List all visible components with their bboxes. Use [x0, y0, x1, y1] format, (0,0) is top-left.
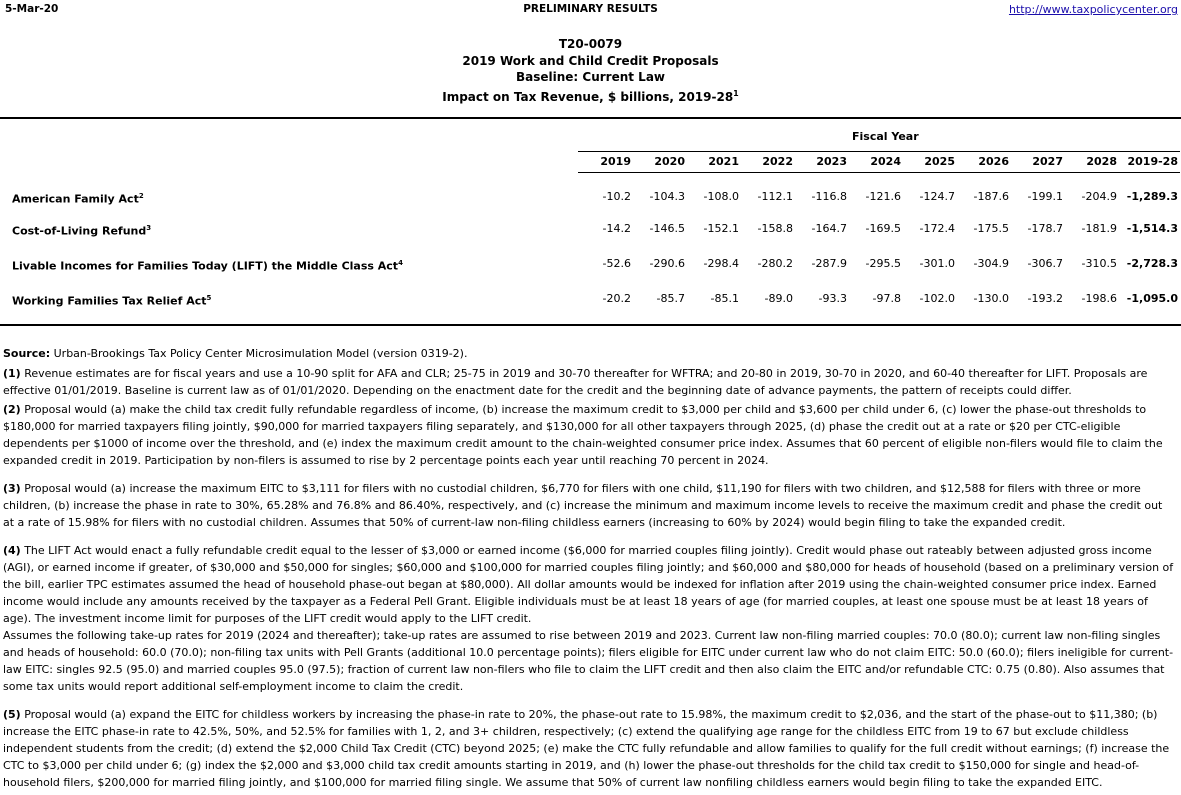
- table-cell: -10.2: [602, 190, 631, 203]
- impact-label: Impact on Tax Revenue, $ billions, $2019-28^1$: [442, 88, 739, 104]
- table-cell: -108.0: [703, 190, 739, 203]
- table-cell: -298.4: [703, 257, 739, 270]
- column-header-2027: 2027: [1032, 155, 1063, 168]
- row-footnote-ref: 3: [146, 224, 152, 232]
- baseline-label: Baseline: Current Law: [515, 70, 666, 84]
- table-cell: -121.6: [865, 190, 901, 203]
- table-cell: -116.8: [811, 190, 847, 203]
- table-id: T20-0079: [558, 37, 623, 51]
- tpc-website-link[interactable]: http://www.taxpolicycenter.org: [1008, 3, 1178, 16]
- title-block: [0, 36, 1181, 105]
- column-header-2019: 2019: [600, 155, 631, 168]
- footnote-3: (3) Proposal would (a) increase the maximum EITC to $3,111 for filers with no custodial children, $6,770 for filers with one child, $11,190 for filers with two children, and $12,588 for filers with three or more children, (b) increase the phase in rate to 30%, 65.28% and 76.8% and 86.40%, respectively, and (c) increase the minimum and maximum income levels to receive the maximum credit and phase the credit out at a rate of 15.98% for filers with no custodial children. Assumes that 50% of current-law non-filing childless earners (increasing to 60% by 2024) would begin filing to take the expanded credit.: [3, 482, 1163, 529]
- table-cell: -52.6: [602, 257, 631, 270]
- impact-footnote-ref: 1: [733, 88, 739, 98]
- table-cell: -178.7: [1027, 222, 1063, 235]
- column-header-rule: [578, 172, 1180, 173]
- title-divider: [0, 117, 1181, 119]
- footnote-1: (1) Revenue estimates are for fiscal years and use a 10-90 split for AFA and CLR; 25-75 in 2019 and 30-70 thereafter for WFTRA; and 20-80 in 2019, 30-70 in 2020, and 60-40 thereafter for LIFT. Proposals are effective 01/01/2019. Baseline is current law as of 01/01/2020. Depending on the enactment date for the credit and the beginning date of advance payments, the pattern of receipts could differ.: [3, 367, 1148, 397]
- table-cell-total: -1,095.0: [1126, 292, 1178, 305]
- table-cell: -290.6: [649, 257, 685, 270]
- source-note: Source: Urban-Brookings Tax Policy Center Microsimulation Model (version 0319-2).: [3, 347, 468, 360]
- column-header-2020: 2020: [654, 155, 685, 168]
- footnote-4: (4) The LIFT Act would enact a fully refundable credit equal to the lesser of $3,000 or earned income ($6,000 for married couples filing jointly). Credit would phase out rateably between adjusted gross income (AGI), or earned income if greater, of $30,000 and $50,000 for singles; $60,000 and $100,000 for married couples filing jointly; and $60,000 and $80,000 for heads of household (based on a preliminary version of the bill, earlier TPC estimates assumed the head of household phase-out began at $80,000). All dollar amounts would be indexed for inflation after 2019 using the chain-weighted consumer price index. Earned income would include any amounts received by the taxpayer as a Federal Pell Grant. Eligible individuals must be at least 18 years of age (for married couples, at least one spouse must be at least 18 years of age). The investment income limit for purposes of the LIFT credit would apply to the LIFT credit.: [3, 544, 1174, 625]
- table-cell: -198.6: [1081, 292, 1117, 305]
- column-header-2021: 2021: [708, 155, 739, 168]
- row-footnote-ref: 5: [206, 294, 212, 302]
- row-footnote-ref: 2: [138, 192, 144, 200]
- column-header-2019-28: 2019-28: [1127, 155, 1178, 168]
- column-header-2026: 2026: [978, 155, 1009, 168]
- table-cell: -301.0: [919, 257, 955, 270]
- column-header-2023: 2023: [816, 155, 847, 168]
- row-label: American Family Act$^2$: [12, 192, 144, 206]
- footnote-2: (2) Proposal would (a) make the child tax credit fully refundable regardless of income, (b) increase the maximum credit to $3,000 per child and $3,600 per child under 6, (c) lower the phase-out thresholds to $180,000 for married taxpayers filing jointly, $90,000 for married taxpayers filing separately, and $130,000 for all other taxpayers through 2025, (d) phase the credit out at a rate or $20 per CTC-eligible dependents per $1000 of income over the threshold, and (e) index the maximum credit amount to the chain-weighted consumer price index. Assumes that 60 percent of eligible non-filers would file to claim the expanded credit in 2019. Participation by non-filers is assumed to rise by 2 percentage points each year until reaching 70 percent in 2024.: [3, 403, 1163, 467]
- table-cell-total: -2,728.3: [1126, 257, 1178, 270]
- table-cell: -304.9: [973, 257, 1009, 270]
- table-cell: -124.7: [919, 190, 955, 203]
- column-header-2022: 2022: [762, 155, 793, 168]
- table-cell: -193.2: [1027, 292, 1063, 305]
- table-cell: -287.9: [811, 257, 847, 270]
- table-cell: -152.1: [703, 222, 739, 235]
- table-cell: -102.0: [919, 292, 955, 305]
- footnote-5: (5) Proposal would (a) expand the EITC for childless workers by increasing the phase-in rate to 20%, the phase-out rate to 15.98%, the maximum credit to $2,036, and the start of the phase-out to $11,380; (b) increase the EITC phase-in rate to 42.5%, 50%, and 52.5% for families with 1, 2, and 3+ children, respectively; (c) extend the qualifying age range for the childless EITC from 19 to 67 but exclude childless independent students from the credit; (d) extend the $2,000 Child Tax Credit (CTC) beyond 2025; (e) make the CTC fully refundable and allow families to qualify for the full credit without earnings; (f) increase the CTC to $3,000 per child under 6; (g) index the $2,000 and $3,000 child tax credit amounts starting in 2019, and (h) lower the phase-out thresholds for the child tax credit to $150,000 for single and head-of-household filers, $200,000 for married filing jointly, and $100,000 for married filing single. We assume that 50% of current law nonfiling childless earners would begin filing to take the expanded EITC.: [3, 708, 1170, 789]
- table-cell: -104.3: [649, 190, 685, 203]
- table-cell: -89.0: [764, 292, 793, 305]
- table-cell: -187.6: [973, 190, 1009, 203]
- table-cell: -14.2: [602, 222, 631, 235]
- table-cell: -169.5: [865, 222, 901, 235]
- table-cell: -146.5: [649, 222, 685, 235]
- footnote-4-takeup: Assumes the following take-up rates for 2019 (2024 and thereafter); take-up rates are assumed to rise between 2019 and 2023. Current law non-filing married couples: 70.0 (80.0); current law non-filing singles and heads of household: 60.0 (70.0); non-filing tax units with Pell Grants (additional 10.0 percentage points); filers eligible for EITC under current law who do not claim EITC: 50.0 (60.0); filers ineligible for current-law EITC: singles 92.5 (95.0) and married couples 95.0 (97.5); fraction of current law non-filers who file to claim the LIFT credit and then also claim the EITC and/or refundable CTC: 0.75 (0.80). Also assumes that some tax units would report additional self-employment income to claim the credit.: [3, 629, 1174, 693]
- row-label: Cost-of-Living Refund$^3$: [12, 224, 152, 238]
- table-cell: -97.8: [872, 292, 901, 305]
- table-cell: -20.2: [602, 292, 631, 305]
- table-cell: -280.2: [757, 257, 793, 270]
- column-header-2025: 2025: [924, 155, 955, 168]
- preliminary-results-label: PRELIMINARY RESULTS: [523, 3, 658, 15]
- column-header-2028: 2028: [1086, 155, 1117, 168]
- table-cell: -130.0: [973, 292, 1009, 305]
- fiscal-year-rule: [578, 151, 1180, 152]
- table-cell: -93.3: [818, 292, 847, 305]
- table-cell: -158.8: [757, 222, 793, 235]
- table-cell: -164.7: [811, 222, 847, 235]
- report-date: 5-Mar-20: [5, 3, 59, 15]
- table-cell: -295.5: [865, 257, 901, 270]
- table-cell-total: -1,514.3: [1126, 222, 1178, 235]
- notes-section: [3, 345, 1175, 791]
- table-cell: -172.4: [919, 222, 955, 235]
- table-cell: -85.1: [710, 292, 739, 305]
- table-cell: -175.5: [973, 222, 1009, 235]
- table-cell: -204.9: [1081, 190, 1117, 203]
- table-cell: -181.9: [1081, 222, 1117, 235]
- fiscal-year-label: Fiscal Year: [852, 130, 919, 143]
- row-label: Livable Incomes for Families Today (LIFT) the Middle Class Act$^4$: [12, 259, 403, 273]
- table-bottom-rule: [0, 324, 1181, 326]
- table-cell: -199.1: [1027, 190, 1063, 203]
- row-label: Working Families Tax Relief Act$^5$: [12, 294, 212, 308]
- table-cell: -306.7: [1027, 257, 1063, 270]
- row-footnote-ref: 4: [398, 259, 403, 267]
- table-cell-total: -1,289.3: [1126, 190, 1178, 203]
- table-cell: -85.7: [656, 292, 685, 305]
- table-title: 2019 Work and Child Credit Proposals: [462, 53, 719, 68]
- table-cell: -112.1: [757, 190, 793, 203]
- table-cell: -310.5: [1081, 257, 1117, 270]
- column-header-2024: 2024: [870, 155, 901, 168]
